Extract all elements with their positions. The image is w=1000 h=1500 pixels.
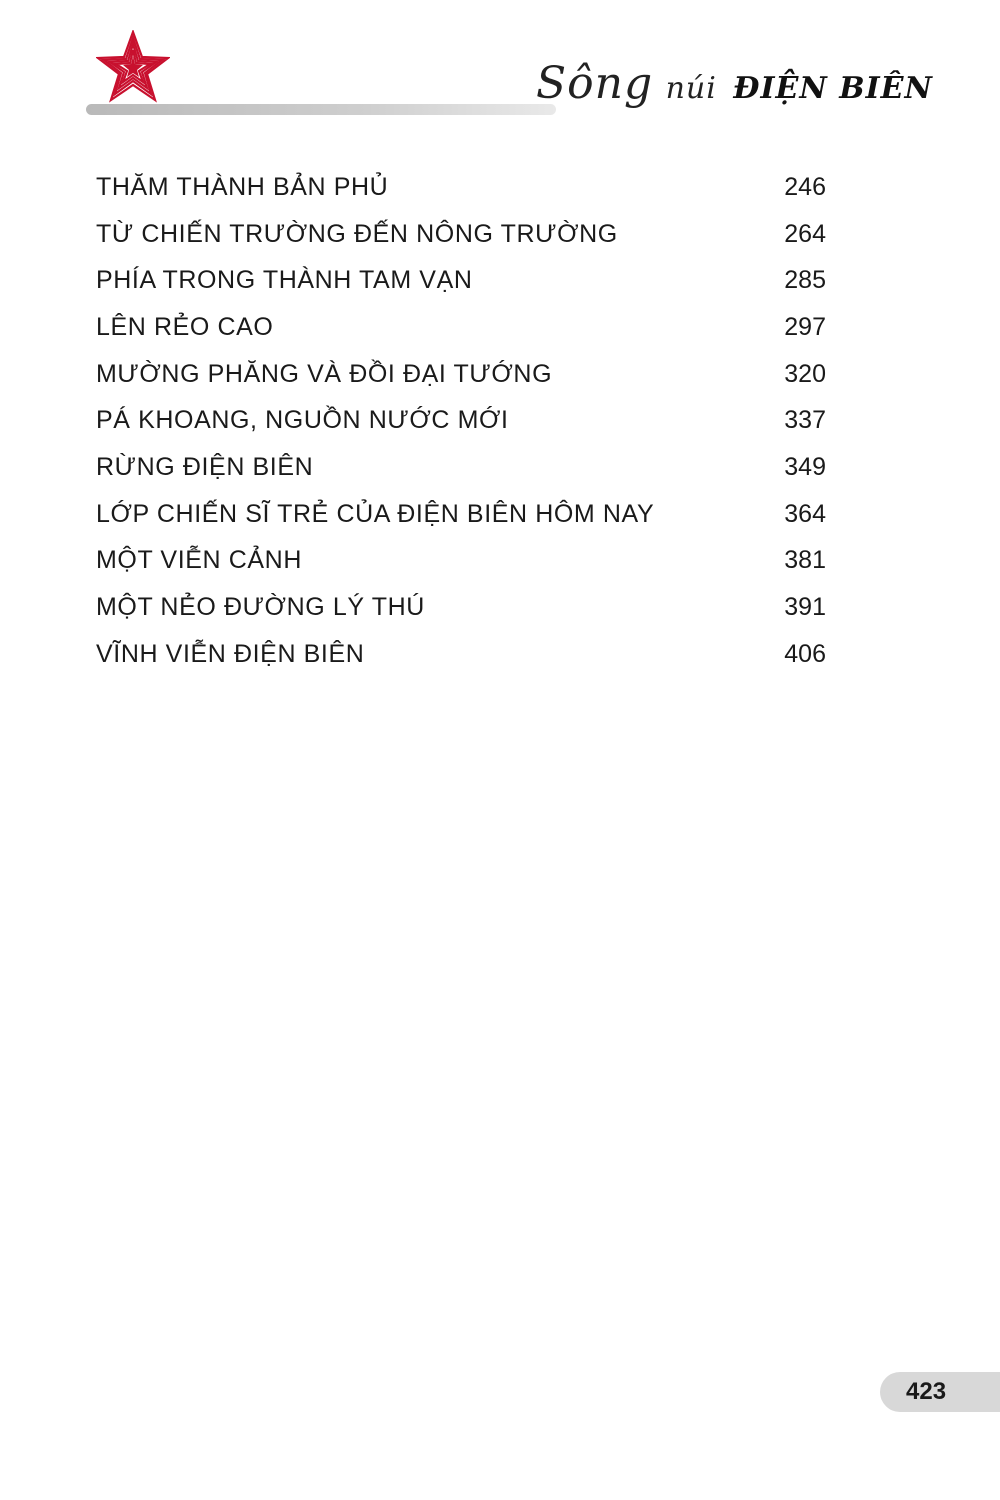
toc-entry-page: 381 [784,546,826,575]
toc-entry-title: LỚP CHIẾN SĨ TRẺ CỦA ĐIỆN BIÊN HÔM NAY [96,499,655,528]
toc-entry [96,211,826,258]
toc-entry-title: TỪ CHIẾN TRƯỜNG ĐẾN NÔNG TRƯỜNG [96,219,618,248]
toc-entry-page: 320 [784,359,826,388]
toc-entry [96,538,826,585]
toc-entry [96,444,826,491]
toc-entry-title: MƯỜNG PHĂNG VÀ ĐỒI ĐẠI TƯỚNG [96,359,553,388]
toc-entry-title: MỘT VIỄN CẢNH [96,546,302,575]
toc-entry [96,304,826,351]
toc-entry-page: 364 [784,499,826,528]
book-title [536,58,933,138]
book-title-script-word-1: Sông [536,58,654,109]
toc-entry [96,257,826,304]
toc-entry [96,397,826,444]
toc-entry-page: 349 [784,452,826,481]
toc-entry [96,631,826,678]
toc-entry-page: 297 [784,312,826,341]
red-star-logo-icon [96,30,170,104]
header-divider [86,104,556,115]
toc-entry-page: 285 [784,266,826,295]
toc-entry-title: PHÍA TRONG THÀNH TAM VẠN [96,266,473,295]
toc-entry-page: 406 [784,639,826,668]
toc-entry-title: MỘT NẺO ĐƯỜNG LÝ THÚ [96,593,425,622]
toc-entry-title: THĂM THÀNH BẢN PHỦ [96,172,389,201]
toc-entry [96,351,826,398]
book-title-bold: ĐIỆN BIÊN [733,71,933,106]
toc-entry [96,584,826,631]
toc-entry-page: 264 [784,219,826,248]
toc-entry [96,491,826,538]
toc-entry-title: LÊN RẺO CAO [96,312,274,341]
toc-entry-title: RỪNG ĐIỆN BIÊN [96,452,314,481]
toc-entry-page: 246 [784,172,826,201]
table-of-contents [96,164,826,678]
toc-entry-title: PÁ KHOANG, NGUỒN NƯỚC MỚI [96,406,509,435]
book-title-script-word-2: núi [665,71,717,106]
page-header [0,0,1000,140]
toc-entry-title: VĨNH VIỄN ĐIỆN BIÊN [96,639,365,668]
toc-entry-page: 391 [784,593,826,622]
toc-entry-page: 337 [784,406,826,435]
page-number: 423 [906,1378,947,1405]
page-number-tab [880,1372,1000,1412]
toc-entry [96,164,826,211]
